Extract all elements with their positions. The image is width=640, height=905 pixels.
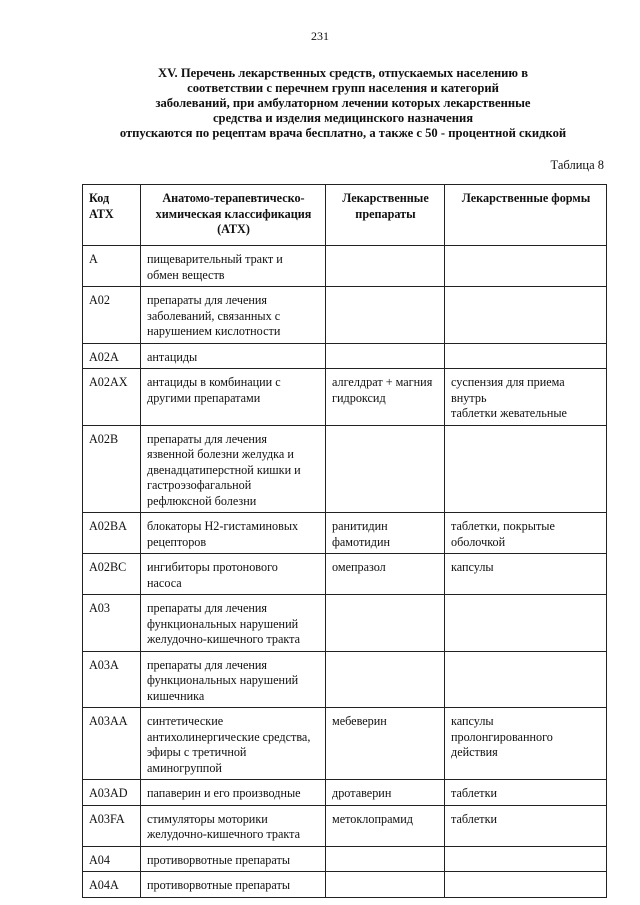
atc-code-cell: A04: [83, 846, 141, 872]
drugs-cell-line: алгелдрат + магния: [332, 375, 433, 389]
header-classification: [141, 185, 326, 246]
forms-cell-line: суспензия для приема: [451, 375, 565, 389]
drugs-cell: [326, 369, 445, 426]
forms-cell: [445, 287, 607, 344]
classification-cell-line: язвенной болезни желудка и: [147, 447, 294, 461]
forms-cell-line: таблетки: [451, 786, 498, 800]
classification-cell-line: другими препаратами: [147, 390, 261, 405]
classification-cell: [141, 872, 326, 898]
title-line: отпускаются по рецептам врача бесплатно, а также с 50 - процентной скидкой: [119, 126, 567, 140]
drugs-cell: [326, 651, 445, 708]
classification-cell-line: противорвотные препараты: [147, 852, 291, 867]
drugs-cell-line: омепразол: [332, 560, 386, 574]
header-forms: [445, 185, 607, 246]
table-row: [83, 554, 607, 595]
header-line: Код АТХ: [89, 191, 114, 221]
classification-cell-line: антациды в комбинации с: [147, 375, 281, 389]
forms-cell-line: капсулы: [451, 560, 494, 574]
title-line: средства и изделия медицинского назначения: [212, 111, 474, 125]
table-row: [83, 708, 607, 780]
forms-cell: [445, 651, 607, 708]
forms-cell: [445, 343, 607, 369]
forms-cell-line: таблетки: [451, 811, 498, 826]
drugs-cell: [326, 846, 445, 872]
forms-cell: [445, 425, 607, 513]
header-line: препараты: [355, 206, 416, 221]
forms-cell: [445, 369, 607, 426]
drugs-cell: [326, 246, 445, 287]
atc-code-cell: A02A: [83, 343, 141, 369]
classification-cell: [141, 595, 326, 652]
drugs-cell-line: ранитидин: [332, 519, 388, 533]
classification-cell-line: рецепторов: [147, 534, 207, 549]
classification-cell: [141, 805, 326, 846]
title-line: XV. Перечень лекарственных средств, отпускаемых населению в: [157, 66, 529, 80]
classification-cell-line: пищеварительный тракт и: [147, 252, 283, 266]
atc-code-cell: A03FA: [83, 805, 141, 846]
atc-code-cell: A02BA: [83, 513, 141, 554]
table-row: [83, 595, 607, 652]
forms-cell: [445, 595, 607, 652]
classification-cell: [141, 846, 326, 872]
classification-cell-line: желудочно-кишечного тракта: [147, 827, 300, 841]
classification-cell-line: антациды: [147, 349, 198, 364]
classification-cell-line: противорвотные препараты: [147, 878, 291, 892]
classification-cell: [141, 651, 326, 708]
atc-code-cell: A03A: [83, 651, 141, 708]
classification-cell: [141, 780, 326, 806]
classification-cell-line: эфиры с третичной: [147, 745, 247, 759]
classification-cell-line: папаверин и его производные: [147, 786, 301, 800]
classification-cell-line: обмен веществ: [147, 267, 225, 282]
section-title: [100, 66, 586, 141]
atc-code-cell: A04A: [83, 872, 141, 898]
title-line: заболеваний, при амбулаторном лечении которых лекарственные: [155, 96, 531, 110]
header-line: Лекарственные: [342, 191, 429, 205]
atc-code-cell: A03AD: [83, 780, 141, 806]
header-row: [83, 185, 607, 246]
header-line: (АТХ): [217, 222, 250, 236]
drugs-cell: [326, 708, 445, 780]
drugs-cell-line: фамотидин: [332, 534, 391, 549]
classification-cell: [141, 287, 326, 344]
forms-cell-line: пролонгированного: [451, 729, 553, 744]
forms-cell-line: капсулы: [451, 714, 494, 728]
atc-table: [82, 184, 607, 898]
table-row: [83, 425, 607, 513]
forms-cell: [445, 846, 607, 872]
classification-cell-line: кишечника: [147, 688, 205, 703]
table-row: [83, 805, 607, 846]
table-row: [83, 246, 607, 287]
drugs-cell: [326, 554, 445, 595]
forms-cell: [445, 246, 607, 287]
forms-cell-line: таблетки жевательные: [451, 406, 567, 420]
classification-cell-line: препараты для лечения: [147, 657, 268, 672]
drugs-cell-line: метоклопрамид: [332, 811, 413, 826]
classification-cell: [141, 246, 326, 287]
forms-cell: [445, 805, 607, 846]
header-line: Анатомо-терапевтическо-: [162, 191, 305, 205]
classification-cell: [141, 369, 326, 426]
table-row: [83, 287, 607, 344]
forms-cell: [445, 780, 607, 806]
atc-code-cell: A02B: [83, 425, 141, 513]
forms-cell: [445, 708, 607, 780]
forms-cell-line: оболочкой: [451, 534, 506, 549]
classification-cell: [141, 513, 326, 554]
forms-cell: [445, 513, 607, 554]
forms-cell: [445, 872, 607, 898]
atc-code-cell: A02BC: [83, 554, 141, 595]
title-line: соответствии с перечнем групп населения и категорий: [187, 81, 499, 95]
table-label: Таблица 8: [550, 158, 604, 172]
classification-cell-line: синтетические: [147, 714, 224, 728]
classification-cell-line: нарушением кислотности: [147, 324, 281, 338]
drugs-cell: [326, 780, 445, 806]
classification-cell-line: насоса: [147, 575, 182, 590]
header-drugs: [326, 185, 445, 246]
classification-cell-line: функциональных нарушений: [147, 673, 299, 687]
classification-cell-line: блокаторы H2-гистаминовых: [147, 519, 299, 533]
drugs-cell: [326, 805, 445, 846]
atc-code-cell: A03: [83, 595, 141, 652]
atc-code-cell: A02AX: [83, 369, 141, 426]
classification-cell-line: препараты для лечения: [147, 431, 268, 446]
classification-cell-line: препараты для лечения: [147, 293, 268, 307]
classification-cell-line: стимуляторы моторики: [147, 811, 268, 826]
classification-cell-line: гастроэзофагальной: [147, 478, 252, 492]
classification-cell-line: заболеваний, связанных с: [147, 308, 281, 323]
drugs-cell-line: дротаверин: [332, 786, 392, 800]
page-number: 231: [311, 29, 329, 43]
table-row: [83, 369, 607, 426]
classification-cell-line: желудочно-кишечного тракта: [147, 632, 300, 646]
classification-cell-line: препараты для лечения: [147, 601, 268, 615]
classification-cell-line: функциональных нарушений: [147, 616, 299, 631]
forms-cell-line: действия: [451, 745, 498, 759]
table-row: [83, 872, 607, 898]
classification-cell-line: рефлюксной болезни: [147, 493, 257, 508]
atc-code-cell: A: [83, 246, 141, 287]
forms-cell-line: внутрь: [451, 390, 487, 405]
atc-code-cell: A02: [83, 287, 141, 344]
atc-code-cell: A03AA: [83, 708, 141, 780]
table-row: [83, 780, 607, 806]
drugs-cell-line: гидроксид: [332, 390, 386, 405]
header-code: [83, 185, 141, 246]
table-body: [83, 246, 607, 898]
drugs-cell: [326, 595, 445, 652]
classification-cell: [141, 554, 326, 595]
drugs-cell: [326, 287, 445, 344]
drugs-cell: [326, 425, 445, 513]
classification-cell: [141, 708, 326, 780]
classification-cell: [141, 425, 326, 513]
forms-cell-line: таблетки, покрытые: [451, 519, 555, 533]
classification-cell-line: двенадцатиперстной кишки и: [147, 462, 301, 477]
table-row: [83, 343, 607, 369]
drugs-cell-line: мебеверин: [332, 714, 387, 728]
drugs-cell: [326, 872, 445, 898]
classification-cell-line: аминогруппой: [147, 760, 222, 775]
table-row: [83, 651, 607, 708]
header-line: химическая классификация: [155, 206, 312, 221]
drugs-cell: [326, 513, 445, 554]
classification-cell-line: антихолинергические средства,: [147, 729, 311, 744]
classification-cell: [141, 343, 326, 369]
forms-cell: [445, 554, 607, 595]
table-row: [83, 513, 607, 554]
classification-cell-line: ингибиторы протонового: [147, 560, 278, 574]
header-line: Лекарственные формы: [461, 191, 591, 205]
table-row: [83, 846, 607, 872]
drugs-cell: [326, 343, 445, 369]
